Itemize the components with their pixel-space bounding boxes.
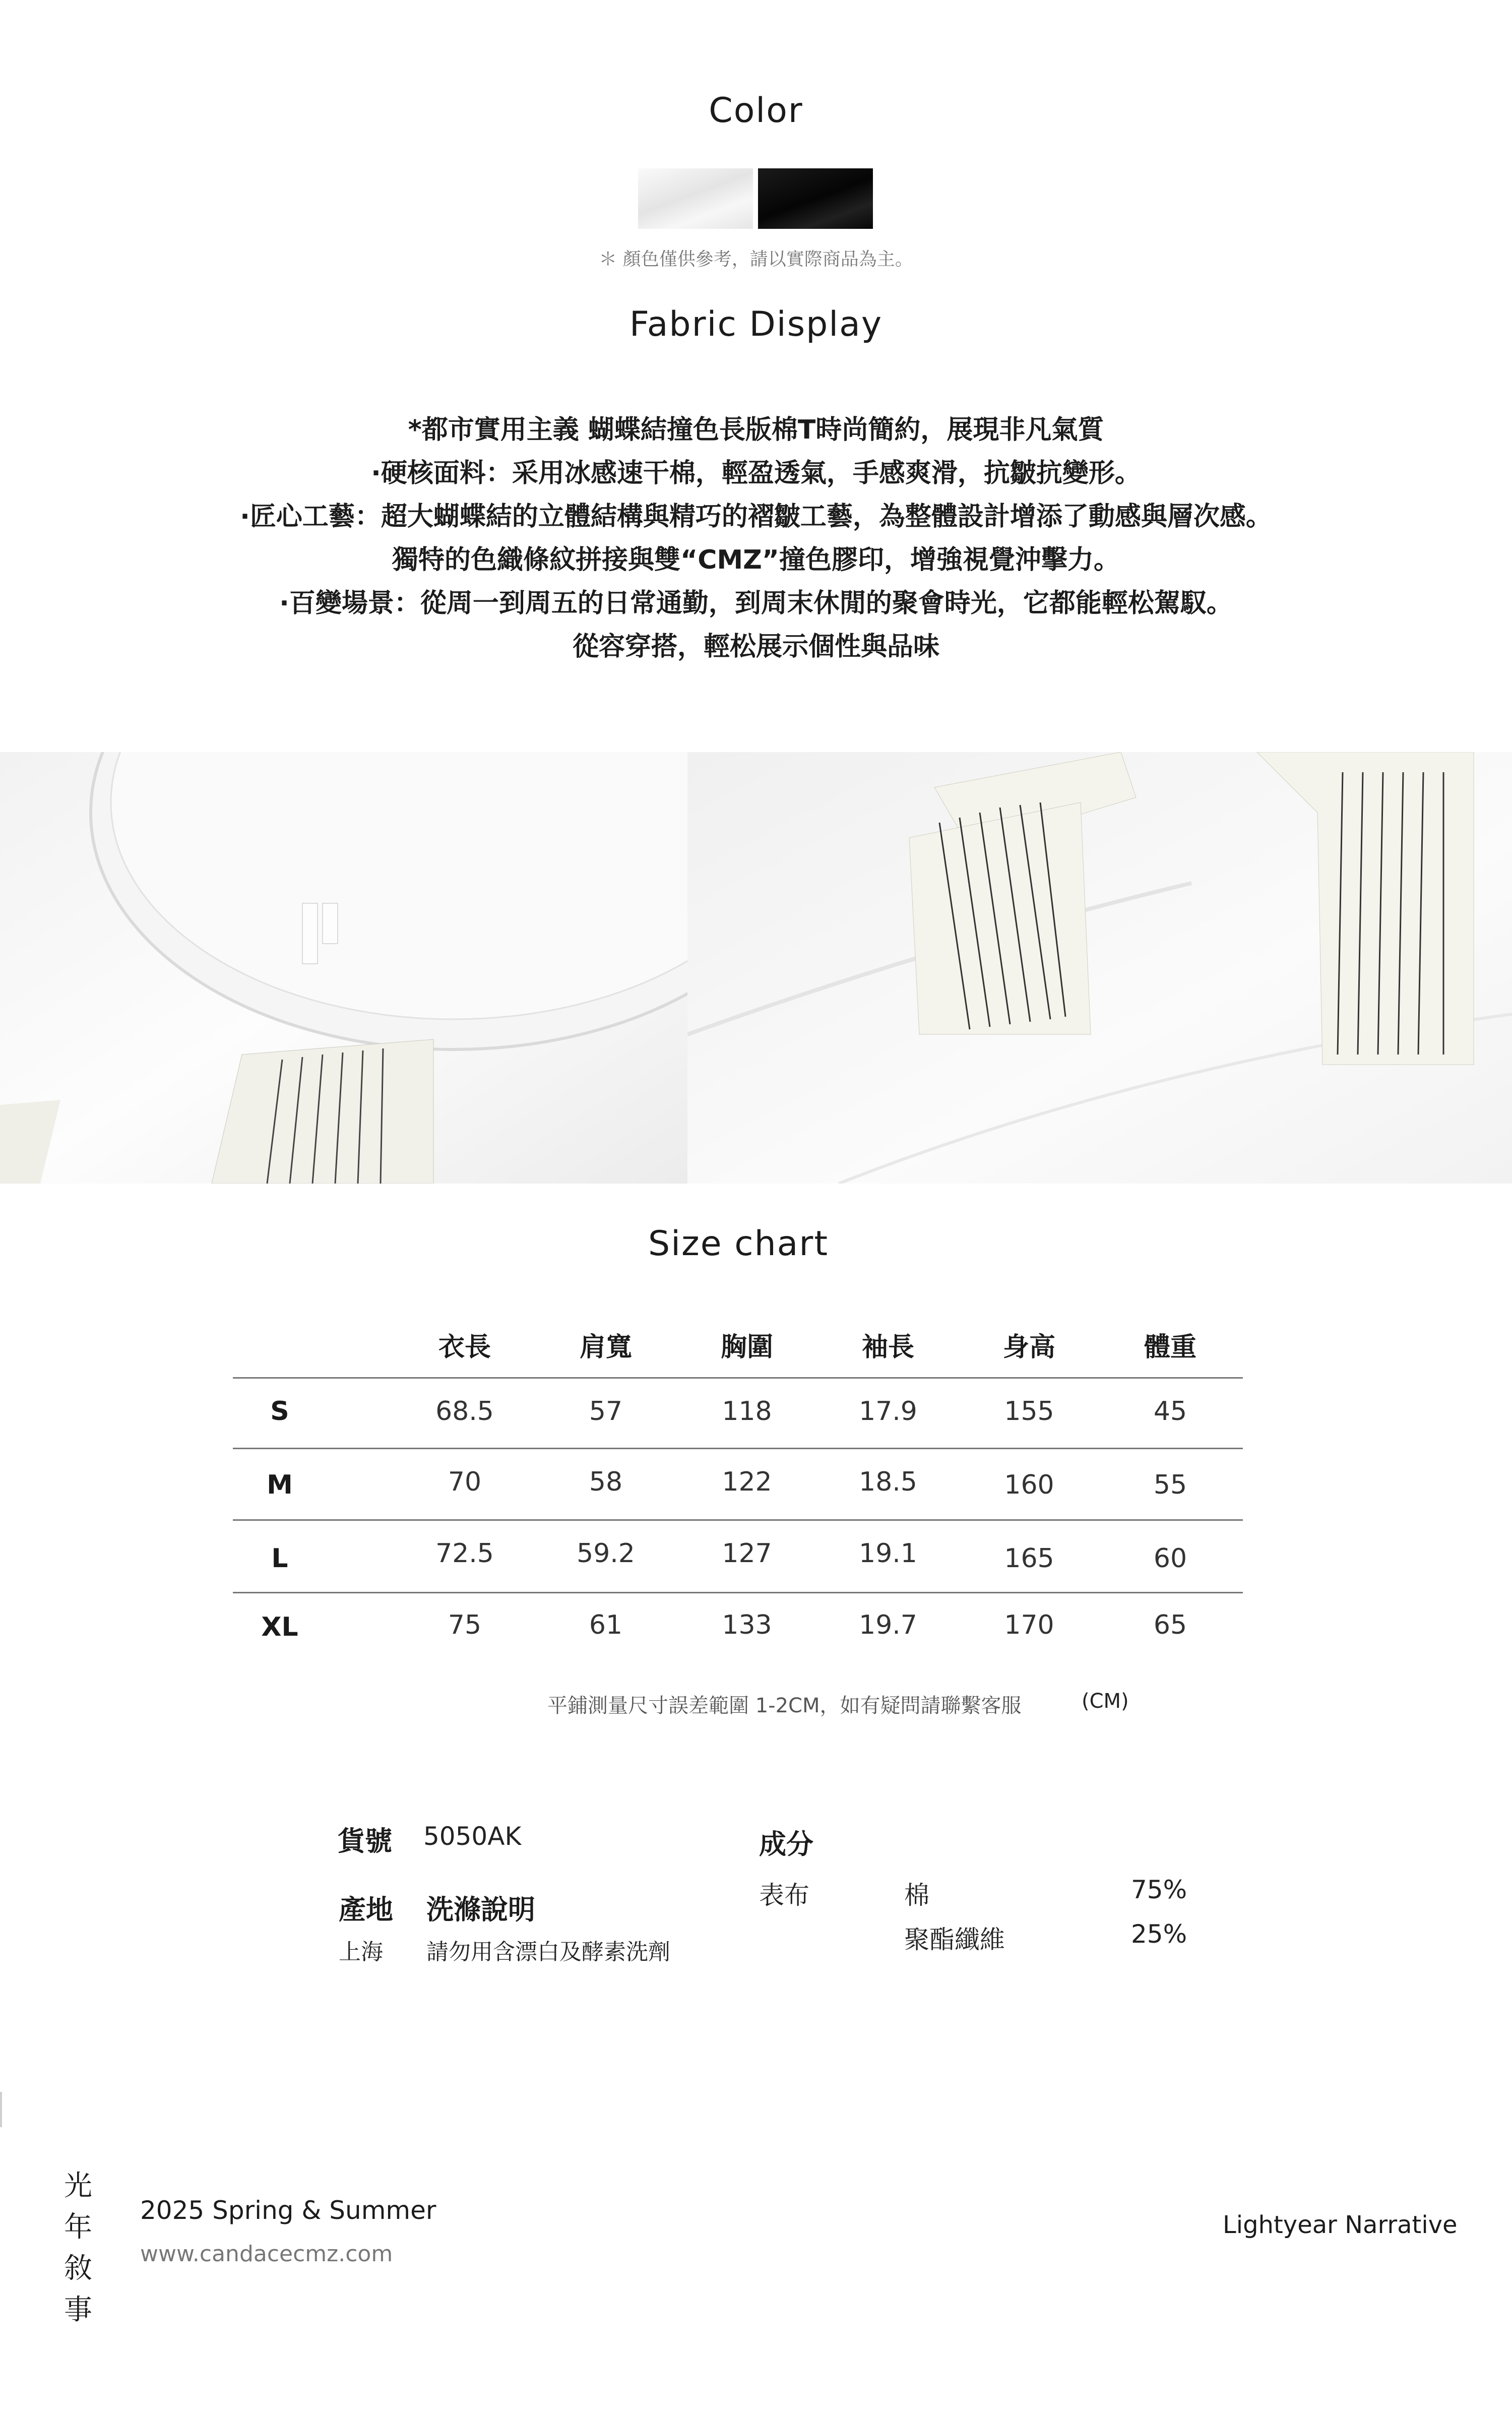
col-header-shoulder: 肩寬	[579, 1332, 632, 1363]
edge-mark	[0, 2092, 2, 2127]
table-divider	[233, 1448, 1243, 1449]
table-divider	[233, 1519, 1243, 1521]
fabric-line: ·匠心工藝：超大蝴蝶結的立體結構與精巧的褶皺工藝，為整體設計增添了動感與層次感。	[240, 502, 1272, 532]
composition-label: 成分	[759, 1828, 813, 1860]
website-link[interactable]: www.candacecmz.com	[140, 2241, 393, 2267]
fabric-line: 從容穿搭，輕松展示個性與品味	[572, 632, 939, 662]
brand-char: 敘	[64, 2252, 92, 2285]
col-header-length: 衣長	[438, 1332, 491, 1363]
origin-value: 上海	[339, 1939, 383, 1965]
fabric-line: ·百變場景：從周一到周五的日常通勤，到周末休閒的聚會時光，它都能輕松駕馭。	[279, 588, 1233, 618]
table-cell: 61	[589, 1610, 623, 1640]
table-cell: 165	[1004, 1543, 1054, 1574]
material-name: 聚酯纖維	[904, 1925, 1005, 1954]
size-chart-note: 平鋪測量尺寸誤差範圍 1-2CM，如有疑問請聯繫客服	[547, 1694, 1022, 1717]
table-cell: 19.7	[859, 1610, 917, 1640]
table-cell: 57	[589, 1396, 623, 1427]
size-chart-unit: (CM)	[1082, 1690, 1129, 1713]
table-cell: 60	[1153, 1543, 1187, 1574]
table-cell: 65	[1153, 1610, 1187, 1640]
wash-label: 洗滌說明	[426, 1894, 535, 1926]
table-cell: 122	[722, 1467, 772, 1497]
material-name: 棉	[904, 1881, 929, 1910]
table-divider	[233, 1592, 1243, 1593]
fabric-description	[0, 408, 1512, 668]
sku-label: 貨號	[338, 1825, 392, 1857]
col-header-height: 身高	[1002, 1332, 1055, 1363]
row-size-label: S	[270, 1396, 289, 1427]
black-color-swatch[interactable]	[758, 168, 873, 229]
brand-slogan: Lightyear Narrative	[1223, 2211, 1458, 2239]
sku-value: 5050AK	[423, 1822, 522, 1851]
color-note: ＊ 顏色僅供參考，請以實際商品為主。	[599, 249, 913, 270]
fabric-title: Fabric Display	[629, 304, 883, 344]
fabric-line: 獨特的色織條紋拼接與雙“CMZ”撞色膠印，增強視覺沖擊力。	[392, 545, 1120, 575]
table-cell: 17.9	[859, 1396, 917, 1427]
season-text: 2025 Spring & Summer	[140, 2196, 436, 2225]
material-percent: 25%	[1131, 1919, 1187, 1949]
fabric-photo-collar	[0, 752, 687, 1184]
table-cell: 118	[722, 1396, 772, 1427]
row-size-label: L	[271, 1543, 288, 1574]
table-cell: 55	[1153, 1470, 1187, 1500]
table-cell: 127	[722, 1538, 772, 1569]
table-divider	[233, 1377, 1243, 1379]
table-cell: 75	[448, 1610, 482, 1640]
brand-char: 事	[64, 2294, 92, 2326]
brand-vertical	[60, 2165, 96, 2331]
table-cell: 45	[1153, 1396, 1187, 1427]
table-cell: 160	[1004, 1470, 1054, 1500]
size-chart-title: Size chart	[648, 1224, 829, 1264]
fabric-photo-stripes	[687, 752, 1512, 1184]
color-title: Color	[709, 91, 803, 131]
table-cell: 19.1	[859, 1538, 917, 1569]
col-header-sleeve: 袖長	[861, 1332, 914, 1363]
table-cell: 155	[1004, 1396, 1054, 1427]
material-percent: 75%	[1131, 1875, 1187, 1904]
brand-char: 年	[64, 2211, 92, 2244]
col-header-weight: 體重	[1144, 1332, 1196, 1363]
table-cell: 72.5	[435, 1538, 494, 1569]
row-size-label: XL	[261, 1612, 298, 1642]
row-size-label: M	[267, 1470, 293, 1500]
fabric-line: ·硬核面料：采用冰感速干棉，輕盈透氣，手感爽滑，抗皺抗變形。	[371, 458, 1141, 488]
origin-label: 產地	[339, 1894, 393, 1926]
table-cell: 170	[1004, 1610, 1054, 1640]
fabric-part-label: 表布	[759, 1881, 809, 1910]
brand-char: 光	[64, 2170, 92, 2202]
white-color-swatch[interactable]	[638, 168, 753, 229]
table-cell: 58	[589, 1467, 623, 1497]
table-cell: 18.5	[859, 1467, 917, 1497]
wash-value: 請勿用含漂白及酵素洗劑	[426, 1939, 670, 1965]
table-cell: 133	[722, 1610, 772, 1640]
fabric-line: *都市實用主義 蝴蝶結撞色長版棉T時尚簡約，展現非凡氣質	[408, 415, 1104, 445]
col-header-chest: 胸圍	[720, 1332, 773, 1363]
table-cell: 68.5	[435, 1396, 494, 1427]
table-cell: 70	[448, 1467, 482, 1497]
table-cell: 59.2	[577, 1538, 635, 1569]
